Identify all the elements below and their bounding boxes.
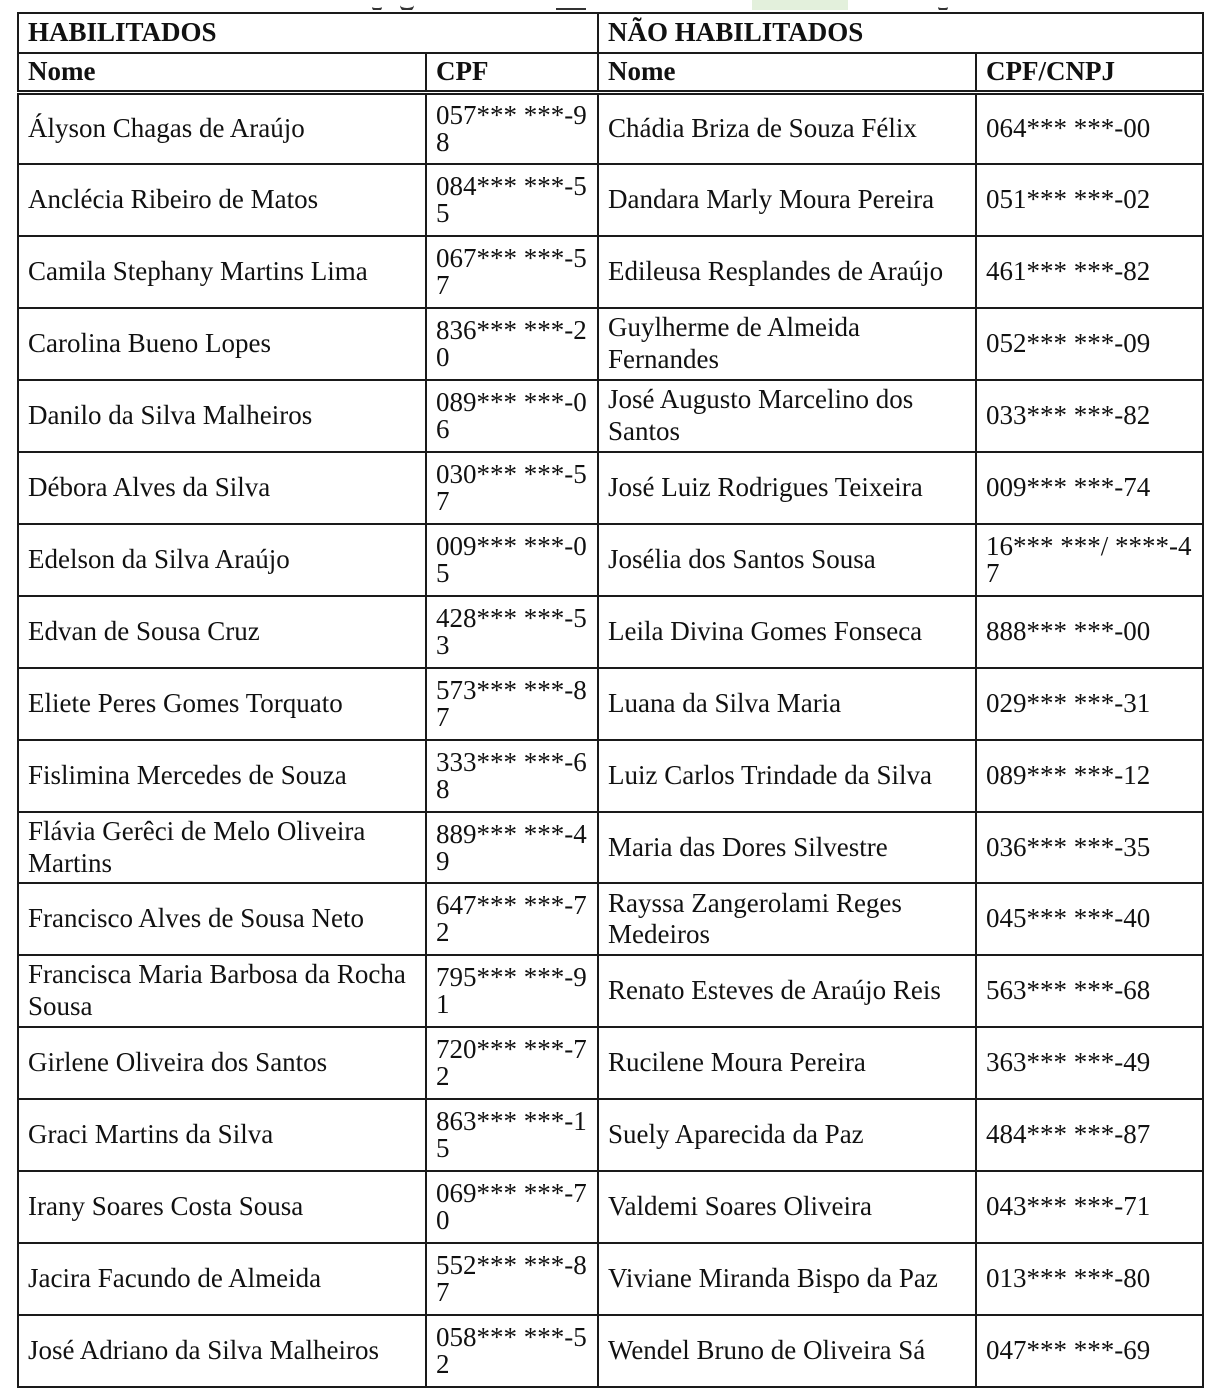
table-row (18, 93, 1203, 165)
table-row (18, 236, 1203, 308)
column-header-nome: Nome (18, 53, 426, 93)
highlight-mark (752, 0, 848, 10)
column-header-cpf-cnpj: CPF/CNPJ (976, 53, 1203, 93)
habilitado-nome: Graci Martins da Silva (18, 1099, 426, 1171)
nao-habilitado-cpf-cnpj: 052*** ***-09 (976, 308, 1203, 380)
habilitado-cpf: 333*** ***-68 (426, 740, 598, 812)
table-row (18, 812, 1203, 884)
habilitado-cpf: 428*** ***-53 (426, 596, 598, 668)
habilitado-cpf: 069*** ***-70 (426, 1171, 598, 1243)
habilitado-nome: Carolina Bueno Lopes (18, 308, 426, 380)
habilitado-nome: Flávia Gerêci de Melo Oliveira Martins (18, 812, 426, 884)
habilitado-nome: Débora Alves da Silva (18, 452, 426, 524)
nao-habilitado-cpf-cnpj: 563*** ***-68 (976, 955, 1203, 1027)
habilitado-nome: Anclécia Ribeiro de Matos (18, 164, 426, 236)
cropped-glyph (400, 0, 414, 10)
habilitado-cpf: 647*** ***-72 (426, 883, 598, 955)
table-row (18, 524, 1203, 596)
nao-habilitado-nome: José Augusto Marcelino dos Santos (598, 380, 976, 452)
habilitado-nome: Irany Soares Costa Sousa (18, 1171, 426, 1243)
nao-habilitado-nome: Valdemi Soares Oliveira (598, 1171, 976, 1243)
habilitado-nome: Girlene Oliveira dos Santos (18, 1027, 426, 1099)
nao-habilitado-cpf-cnpj: 045*** ***-40 (976, 883, 1203, 955)
table-row (18, 1099, 1203, 1171)
nao-habilitado-nome: Edileusa Resplandes de Araújo (598, 236, 976, 308)
table-row (18, 308, 1203, 380)
habilitado-nome: Ályson Chagas de Araújo (18, 93, 426, 165)
habilitado-cpf: 009*** ***-05 (426, 524, 598, 596)
table-row (18, 1027, 1203, 1099)
nao-habilitado-cpf-cnpj: 051*** ***-02 (976, 164, 1203, 236)
column-header-cpf: CPF (426, 53, 598, 93)
habilitado-nome: Edvan de Sousa Cruz (18, 596, 426, 668)
habilitado-cpf: 795*** ***-91 (426, 955, 598, 1027)
nao-habilitado-cpf-cnpj: 363*** ***-49 (976, 1027, 1203, 1099)
nao-habilitado-cpf-cnpj: 036*** ***-35 (976, 812, 1203, 884)
nao-habilitado-nome: Leila Divina Gomes Fonseca (598, 596, 976, 668)
nao-habilitado-nome: Renato Esteves de Araújo Reis (598, 955, 976, 1027)
nao-habilitado-nome: Maria das Dores Silvestre (598, 812, 976, 884)
cropped-glyph (938, 0, 948, 10)
table-row (18, 1315, 1203, 1387)
habilitado-cpf: 067*** ***-57 (426, 236, 598, 308)
nao-habilitado-nome: Luiz Carlos Trindade da Silva (598, 740, 976, 812)
habilitado-cpf: 089*** ***-06 (426, 380, 598, 452)
nao-habilitado-cpf-cnpj: 047*** ***-69 (976, 1315, 1203, 1387)
habilitado-cpf: 836*** ***-20 (426, 308, 598, 380)
habilitado-nome: Eliete Peres Gomes Torquato (18, 668, 426, 740)
habilitado-cpf: 084*** ***-55 (426, 164, 598, 236)
nao-habilitado-nome: Josélia dos Santos Sousa (598, 524, 976, 596)
nao-habilitado-nome: Chádia Briza de Souza Félix (598, 93, 976, 165)
column-header-nome: Nome (598, 53, 976, 93)
habilitado-nome: Jacira Facundo de Almeida (18, 1243, 426, 1315)
habilitado-cpf: 573*** ***-87 (426, 668, 598, 740)
nao-habilitado-nome: José Luiz Rodrigues Teixeira (598, 452, 976, 524)
nao-habilitado-nome: Rayssa Zangerolami Reges Medeiros (598, 883, 976, 955)
nao-habilitado-cpf-cnpj: 888*** ***-00 (976, 596, 1203, 668)
table-row (18, 740, 1203, 812)
table-row (18, 1171, 1203, 1243)
nao-habilitado-cpf-cnpj: 029*** ***-31 (976, 668, 1203, 740)
habilitado-cpf: 720*** ***-72 (426, 1027, 598, 1099)
nao-habilitado-cpf-cnpj: 064*** ***-00 (976, 93, 1203, 165)
cropped-glyph (556, 0, 586, 10)
habilitado-nome: Danilo da Silva Malheiros (18, 380, 426, 452)
nao-habilitado-cpf-cnpj: 16*** ***/ ****-47 (976, 524, 1203, 596)
habilitados-table (17, 12, 1204, 1388)
cropped-glyph (372, 0, 382, 10)
table-row (18, 883, 1203, 955)
nao-habilitado-nome: Suely Aparecida da Paz (598, 1099, 976, 1171)
habilitado-cpf: 030*** ***-57 (426, 452, 598, 524)
nao-habilitado-nome: Luana da Silva Maria (598, 668, 976, 740)
habilitado-nome: Fislimina Mercedes de Souza (18, 740, 426, 812)
nao-habilitado-cpf-cnpj: 009*** ***-74 (976, 452, 1203, 524)
nao-habilitado-cpf-cnpj: 484*** ***-87 (976, 1099, 1203, 1171)
nao-habilitado-nome: Viviane Miranda Bispo da Paz (598, 1243, 976, 1315)
table-row (18, 164, 1203, 236)
cropped-previous-line (0, 0, 1216, 10)
table-row (18, 668, 1203, 740)
nao-habilitado-cpf-cnpj: 461*** ***-82 (976, 236, 1203, 308)
habilitado-nome: Francisca Maria Barbosa da Rocha Sousa (18, 955, 426, 1027)
habilitado-nome: Camila Stephany Martins Lima (18, 236, 426, 308)
habilitado-nome: Francisco Alves de Sousa Neto (18, 883, 426, 955)
nao-habilitado-nome: Guylherme de Almeida Fernandes (598, 308, 976, 380)
nao-habilitado-cpf-cnpj: 089*** ***-12 (976, 740, 1203, 812)
habilitado-cpf: 057*** ***-98 (426, 93, 598, 165)
habilitado-cpf: 889*** ***-49 (426, 812, 598, 884)
nao-habilitado-cpf-cnpj: 013*** ***-80 (976, 1243, 1203, 1315)
nao-habilitado-cpf-cnpj: 043*** ***-71 (976, 1171, 1203, 1243)
habilitado-cpf: 552*** ***-87 (426, 1243, 598, 1315)
table-row (18, 452, 1203, 524)
table-row (18, 596, 1203, 668)
habilitado-cpf: 058*** ***-52 (426, 1315, 598, 1387)
table-row (18, 1243, 1203, 1315)
table-row (18, 380, 1203, 452)
nao-habilitado-nome: Rucilene Moura Pereira (598, 1027, 976, 1099)
table-row (18, 955, 1203, 1027)
habilitado-cpf: 863*** ***-15 (426, 1099, 598, 1171)
nao-habilitado-nome: Wendel Bruno de Oliveira Sá (598, 1315, 976, 1387)
habilitado-nome: José Adriano da Silva Malheiros (18, 1315, 426, 1387)
habilitado-nome: Edelson da Silva Araújo (18, 524, 426, 596)
nao-habilitado-cpf-cnpj: 033*** ***-82 (976, 380, 1203, 452)
nao-habilitado-nome: Dandara Marly Moura Pereira (598, 164, 976, 236)
section-habilitados: HABILITADOS (18, 13, 598, 53)
section-nao-habilitados: NÃO HABILITADOS (598, 13, 1203, 53)
